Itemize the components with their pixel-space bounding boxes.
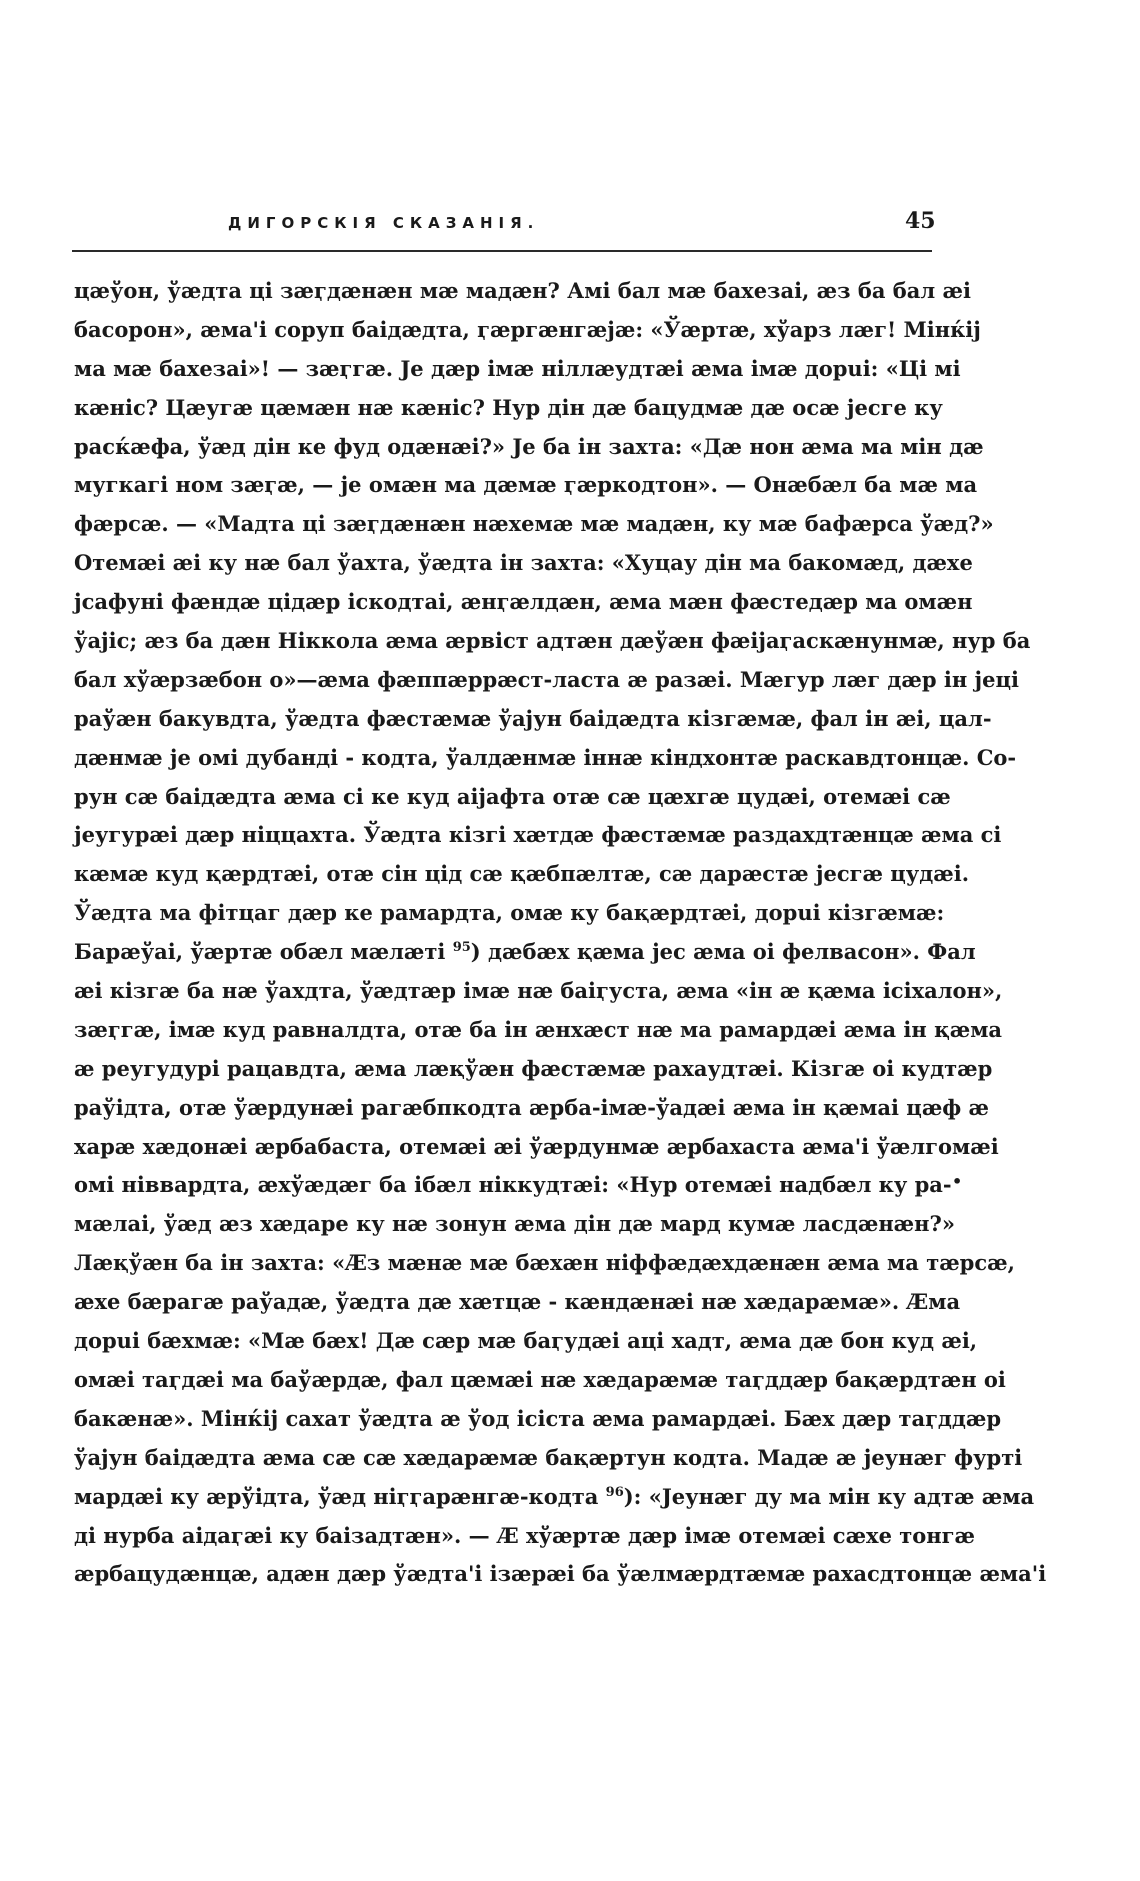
- text-line: омі ніввардта, æхўæдæг ба ібæл ніккудтæі: «Нур отемæі надбæл ку ра-: [74, 1172, 952, 1198]
- text-line: зæӷгæ, імæ куд равналдта, отæ ба ін æнхæст нæ ма рамардæі æма ін қæма: [74, 1016, 1003, 1042]
- text-line: æі кізгæ ба нæ ўахдта, ўæдтæр імæ нæ баіӷуста, æма «ін æ қæма ісіхалон»,: [74, 978, 1003, 1004]
- text-line: бакæнæ». Мінќіј сахат ўæдта æ ўод ісіста æма рамардæі. Бæх дæр таӷддæр: [74, 1405, 1002, 1431]
- running-title: ДИГОРСКІЯ СКАЗАНІЯ.: [228, 214, 540, 232]
- page-number: 45: [905, 208, 936, 234]
- text-line: Барæўаі, ўæртæ обæл мæлæті $^{95}$) дæбæх қæма јес æма оі фелвасон». Фал: [74, 939, 976, 965]
- text-line: ўајун баідæдта æма сæ сæ хæдарæмæ бақæртун кодта. Мадæ æ јеунæг фурті: [74, 1444, 1023, 1470]
- text-line: раўідта, отæ ўæрдунæі рагæбпкодта æрба-імæ-ўадæі æма ін қæмаі цæф æ: [74, 1094, 990, 1120]
- text-line: јсафуні фæндæ цідæр іскодтаі, æнӷæлдæн, æма мæн фæстедæр ма омæн: [74, 589, 973, 615]
- text-line: мæлаі, ўæд æз хæдаре ку нæ зонун æма дін дæ мард кумæ ласдæнæн?»: [74, 1211, 955, 1237]
- body-text: [74, 272, 1047, 1594]
- text-line: омæі таӷдæі ма баўæрдæ, фал цæмæі нæ хæдарæмæ таӷддæр бақæрдтæн оі: [74, 1366, 1006, 1392]
- text-line: цæўон, ўæдта ці зæӷдæнæн мæ мадæн? Амі бал мæ бахезаі, æз ба бал æі: [74, 278, 971, 303]
- text-line: дорui бæхмæ: «Мæ бæх! Дæ сæр мæ баӷудæі аці хадт, æма дæ бон куд æі,: [74, 1328, 978, 1354]
- header-rule: [72, 250, 932, 252]
- text-line: раўæн бакувдта, ўæдта фæстæмæ ўајун баідæдта кізгæмæ, фал ін æі, цал-: [74, 705, 992, 731]
- text-line: ўајіс; æз ба дæн Ніккола æма æрвіст адтæн дæўæн фæіјаӷаскæнунмæ, нур ба: [74, 628, 1031, 654]
- text-line: мардæі ку æрўідта, ўæд ніӷӷарæнгæ-кодта $^{96}$): «Јеунæг ду ма мін ку адтæ æма: [74, 1483, 1035, 1509]
- text-line: Лæқўæн ба ін захта: «Æз мæнæ мæ бæхæн ніффæдæхдæнæн æма ма тæрсæ,: [74, 1250, 1015, 1276]
- text-line: харæ хæдонæі æрбабаста, отемæі æі ўæрдунмæ æрбахаста æма'і ўæлгомæі: [74, 1133, 999, 1159]
- text-line: дæнмæ је омі дубанді - кодта, ўалдæнмæ іннæ кіндхонтæ раскавдтонцæ. Со-: [74, 744, 1017, 770]
- text-line: ма мæ бахезаі»! — зæӷгæ. Је дæр імæ ніллæудтæі æма імæ дорui: «Ці мі: [74, 355, 961, 381]
- text-line: мугкагі ном зæӷæ, — је омæн ма дæмæ ӷæркодтон». — Онæбæл ба мæ ма: [74, 472, 978, 498]
- text-line: расќæфа, ўæд дін ке фуд одæнæі?» Је ба ін захта: «Дæ нон æма ма мін дæ: [74, 433, 984, 459]
- text-line: басорон», æма'і соруп баідæдта, ӷæргæнгæјæ: «Ўæртæ, хўарз лæг! Мінќіј: [74, 316, 981, 342]
- text-line: Ўæдта ма фітцаг дæр ке рамардта, омæ ку бақæрдтæі, дорui кізгæмæ:: [74, 900, 945, 926]
- text-line: јеугурæі дæр ніццахта. Ўæдта кізгі хæтдæ фæстæмæ раздахдтæнцæ æма сі: [74, 822, 1002, 848]
- text-line: рун сæ баідæдта æма сі ке куд аіјафта отæ сæ цæхгæ цудæі, отемæі сæ: [74, 783, 951, 809]
- text-line: кæмæ куд қæрдтæі, отæ сін цід сæ қæбпæлтæ, сæ дарæстæ јесгæ цудæі.: [74, 861, 970, 887]
- text-line: бал хўæрзæбон о»—æма фæппæррæст-ласта æ разæі. Мæгур лæг дæр ін јеці: [74, 666, 1019, 692]
- text-line: æрбацудæнцæ, адæн дæр ўæдта'і ізæрæі ба ўæлмæрдтæмæ рахасдтонцæ æма'і: [74, 1561, 1047, 1587]
- text-line: фæрсæ. — «Мадта ці зæӷдæнæн нæхемæ мæ мадæн, ку мæ бафæрса ўæд?»: [74, 511, 994, 537]
- text-line: æ реугудурі рацавдта, æма лæқўæн фæстæмæ рахаудтæі. Кізгæ оі кудтæр: [74, 1055, 993, 1081]
- text-line: Отемæі æі ку нæ бал ўахта, ўæдта ін захта: «Хуцау дін ма бакомæд, дæхе: [74, 550, 973, 576]
- margin-mark: •: [952, 1172, 963, 1191]
- text-line: æхе бæрагæ раўадæ, ўæдта дæ хæтцæ - кæндæнæі нæ хæдарæмæ». Æма: [74, 1289, 961, 1315]
- text-line: кæніс? Цæугæ цæмæн нæ кæніс? Нур дін дæ бацудмæ дæ осæ јесге ку: [74, 394, 943, 420]
- text-line: ді нурба аідаӷæі ку баізадтæн». — Æ хўæртæ дæр імæ отемæі сæхе тонгæ: [74, 1522, 975, 1548]
